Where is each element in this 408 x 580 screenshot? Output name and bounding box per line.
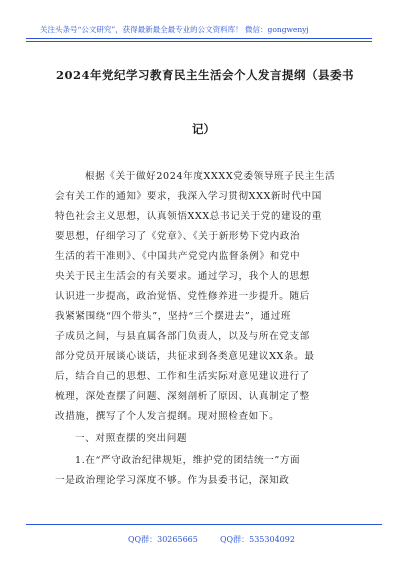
document-title: 2024年党纪学习教育民主生活会个人发言提纲（县委书	[56, 68, 355, 82]
body-line: 会有关工作的通知》要求，我深入学习贯彻XXX新时代中国	[55, 191, 322, 202]
footer-divider	[26, 524, 382, 525]
footer-qq-group-2: QQ群：535304092	[220, 535, 295, 544]
section-heading: 一、对照查摆的突出问题	[75, 433, 188, 444]
body-line: 后，结合自己的思想、工作和生活实际对意见建议进行了	[55, 371, 310, 382]
body-line: 生活的若干准则》、《中国共产党党内监督条例》和党中	[55, 251, 301, 262]
body-line: 要思想，仔细学习了《党章》、《关于新形势下党内政治	[55, 231, 301, 242]
body-line: 部分党员开展谈心谈话，共征求到各类意见建议XX条。最	[55, 351, 315, 362]
header-banner: 关注头条号“公文研究”，获得最新最全最专业的公文资料库！ 微信：gongwenyj	[40, 25, 309, 34]
body-line: 梳理，深处查摆了问题、深刻剖析了原因、认真制定了整	[55, 391, 310, 402]
body-line: 根据《关于做好2024年度XXXX党委领导班子民主生活	[85, 171, 336, 182]
body-line: 一是政治理论学习深度不够。作为县委书记，深知政	[55, 475, 290, 486]
body-line: 认识进一步提高，政治觉悟、党性修养进一步提升。随后	[55, 291, 310, 302]
subsection-heading: 1.在“严守政治纪律规矩，维护党的团结统一”方面	[75, 455, 301, 466]
header-divider	[26, 38, 372, 39]
header-divider-secondary	[26, 41, 372, 42]
body-line: 我紧紧围绕“四个带头”，坚持“三个摆进去”，通过班	[55, 311, 292, 322]
document-title-continued: 记）	[192, 122, 215, 136]
body-line: 子成员之间，与县直属各部门负责人，以及与所在党支部	[55, 331, 310, 342]
footer-qq-group-1: QQ群：30265665	[128, 535, 198, 544]
body-line: 改措施，撰写了个人发言提纲。现对照检查如下。	[55, 411, 280, 422]
body-line: 特色社会主义思想，认真领悟XXX总书记关于党的建设的重	[55, 211, 322, 222]
body-line: 央关于民主生活会的有关要求。通过学习，我个人的思想	[55, 271, 310, 282]
